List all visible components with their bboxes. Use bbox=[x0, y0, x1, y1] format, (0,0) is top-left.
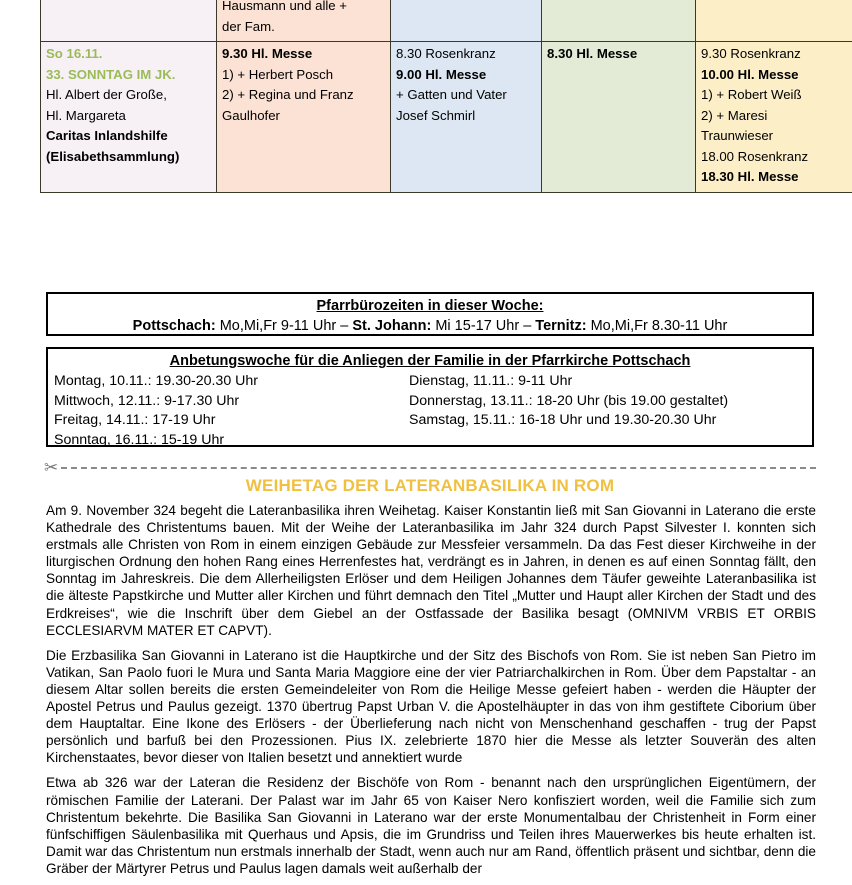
adoration-entry-time: 19.30-20.30 Uhr bbox=[155, 372, 258, 392]
ternitz-sunday-line: 8.30 Hl. Messe bbox=[547, 44, 690, 65]
pottschach-sunday-line: 1) + Herbert Posch bbox=[222, 65, 385, 86]
cell-pottschach-sunday bbox=[217, 42, 391, 193]
article-paragraph: Die Erzbasilika San Giovanni in Laterano ist die Hauptkirche und der Sitz des Bischofs von Rom. Sie ist neben San Pietro im Vatikan, San Paolo fuori le Mura und Santa Maria Maggiore eine der vier Patriarchalkirchen in Rom. Über dem Papstaltar - an diesem Altar sollen bereits die ersten Gemeindeleiter von Rom die Heilige Messe gefeiert haben - werden die Häupter der Apostel Petrus und Paulus gezeigt. 1370 übertrug Papst Urban V. die Apostelhäupter in das von ihm gestiftete Ciborium über dem Hauptaltar. Eine Ikone des Erlösers - der Überlieferung nach nicht von Menschenhand geschaffen - trug der Papst persönlich und barfuß bei den Prozessionen. Pius IX. zelebrierte 1870 hier die Messe als letzter Souverän des alten Kirchenstaates, bevor dieser von Italien besetzt und annektiert wurde bbox=[46, 647, 816, 767]
pottschach-sunday-line: 9.30 Hl. Messe bbox=[222, 44, 385, 65]
office-hours-ternitz-value: Mo,Mi,Fr 8.30-11 Uhr bbox=[587, 318, 728, 334]
adoration-entry-time: 18-20 Uhr (bis 19.00 gestaltet) bbox=[537, 392, 729, 412]
article-body bbox=[46, 502, 816, 885]
cell-ternitz-sunday bbox=[542, 42, 696, 193]
adoration-entry bbox=[54, 431, 409, 451]
pottschach-continued-line: der Fam. bbox=[222, 17, 385, 38]
adoration-schedule-grid bbox=[54, 372, 806, 450]
adoration-entry-time: 16-18 Uhr und 19.30-20.30 Uhr bbox=[519, 411, 716, 431]
pottschach-sunday-line: Gaulhofer bbox=[222, 106, 385, 127]
adoration-entry-time: 15-19 Uhr bbox=[161, 431, 224, 451]
schoenau-sunday-line: 9.30 Rosenkranz bbox=[701, 44, 852, 65]
cell-day-sunday bbox=[41, 42, 217, 193]
cell-ternitz-continued bbox=[542, 0, 696, 42]
st-johann-sunday-line: + Gatten und Vater bbox=[396, 85, 536, 106]
adoration-entry bbox=[409, 431, 806, 451]
schoenau-sunday-line: Traunwieser bbox=[701, 126, 852, 147]
adoration-entry bbox=[54, 372, 409, 392]
adoration-entry-day: Freitag, 14.11.: bbox=[54, 411, 152, 431]
schoenau-sunday-line: 2) + Maresi bbox=[701, 106, 852, 127]
adoration-entry-time: 9-17.30 Uhr bbox=[164, 392, 239, 412]
office-hours-st-johann-label: St. Johann: bbox=[352, 318, 431, 334]
table-row bbox=[41, 0, 852, 42]
adoration-entry-time: 9-11 Uhr bbox=[518, 372, 572, 392]
adoration-entry bbox=[409, 392, 806, 412]
scissors-icon: ✂ bbox=[44, 459, 58, 476]
mass-schedule-table bbox=[40, 0, 852, 193]
day-sunday-line: 33. SONNTAG IM JK. bbox=[46, 65, 211, 86]
cell-day-continued bbox=[41, 0, 217, 42]
office-hours-st-johann-value: Mi 15-17 Uhr – bbox=[431, 318, 535, 334]
cut-here-line bbox=[44, 458, 816, 476]
schoenau-sunday-line: 18.00 Rosenkranz bbox=[701, 147, 852, 168]
office-hours-title-text: Pfarrbürozeiten in dieser Woche: bbox=[317, 298, 544, 314]
article-paragraph: Am 9. November 324 begeht die Lateranbasilika ihren Weihetag. Kaiser Konstantin ließ mit San Giovanni in Laterano die erste Kathedrale des Christentums bauen. Mit der Weihe der Lateranbasilika im Jahr 324 durch Papst Silvester I. konnten sich erstmals alle Christen von Rom in einem einzigen Gebäude zur Messfeier versammeln. Da das Fest dieser Kirchweihe in der liturgischen Ordnung den hohen Rang eines Herrenfestes hat, verdrängt es in Jahren, in denen es auf einen Sonntag fällt, den Sonntag im Jahreskreis. Die dem Allerheiligsten Erlöser und dem Heiligen Johannes dem Täufer geweihte Lateranbasilika ist die älteste Papstkirche und Mutter aller Kirchen und führt demnach den Titel „Mutter und Haupt aller Kirchen der Stadt und des Erdkreises“, wie die Inschrift über dem Giebel an der Ostfassade der Basilika besagt (OMNIVM VRBIS ET ORBIS ECCLESIARVM MATER ET CAPVT). bbox=[46, 502, 816, 639]
adoration-entry-day: Dienstag, 11.11.: bbox=[409, 372, 518, 392]
adoration-entry-day: Donnerstag, 13.11.: bbox=[409, 392, 537, 412]
day-sunday-line: (Elisabethsammlung) bbox=[46, 147, 211, 168]
day-sunday-line: So 16.11. bbox=[46, 44, 211, 65]
schedule-body bbox=[41, 0, 852, 192]
dashed-divider bbox=[61, 467, 816, 469]
st-johann-sunday-line: Josef Schmirl bbox=[396, 106, 536, 127]
adoration-entry-day: Sonntag, 16.11.: bbox=[54, 431, 161, 451]
st-johann-sunday-line: 9.00 Hl. Messe bbox=[396, 65, 536, 86]
schoenau-sunday-line: 1) + Robert Weiß bbox=[701, 85, 852, 106]
cell-schoenau-continued bbox=[696, 0, 852, 42]
cell-schoenau-sunday bbox=[696, 42, 852, 193]
table-row bbox=[41, 42, 852, 193]
adoration-entry-day: Mittwoch, 12.11.: bbox=[54, 392, 164, 412]
parish-office-hours-inner bbox=[47, 293, 813, 335]
pottschach-sunday-line: 2) + Regina und Franz bbox=[222, 85, 385, 106]
office-hours-title bbox=[54, 296, 806, 316]
office-hours-pottschach-label: Pottschach: bbox=[133, 318, 216, 334]
schoenau-sunday-line: 18.30 Hl. Messe bbox=[701, 167, 852, 188]
mass-schedule-table-wrapper bbox=[40, 0, 816, 193]
cell-st-johann-sunday bbox=[391, 42, 542, 193]
st-johann-sunday-line: 8.30 Rosenkranz bbox=[396, 44, 536, 65]
adoration-title bbox=[54, 351, 806, 372]
office-hours-line bbox=[54, 316, 806, 336]
adoration-week-box bbox=[46, 347, 814, 447]
pottschach-continued-line: Hausmann und alle + bbox=[222, 0, 385, 17]
article-paragraph: Etwa ab 326 war der Lateran die Residenz der Bischöfe von Rom - benannt nach den ursprünglichen Eigentümern, der römischen Familie der Laterani. Der Palast war im Jahr 65 von Kaiser Nero konfisziert worden, weil die Familie sich zum Christentum bekehrte. Die Basilika San Giovanni in Laterano war der erste Monumentalbau der Christenheit in Form einer fünfschiffigen Säulenbasilika mit Querhaus und Apsis, die im Grundriss und Teilen ihres Mauerwerkes bis heute erhalten ist. Damit war das Christentum nun erstmals innerhalb der Stadt, wenn auch nur am Rand, öffentlich präsent und sichtbar, denn die Gräber der Märtyrer Petrus und Paulus lagen damals weit außerhalb der bbox=[46, 774, 816, 877]
day-sunday-line: Hl. Albert der Große, bbox=[46, 85, 211, 106]
office-hours-pottschach-value: Mo,Mi,Fr 9-11 Uhr – bbox=[216, 318, 353, 334]
office-hours-ternitz-label: Ternitz: bbox=[535, 318, 586, 334]
adoration-entry-time: 17-19 Uhr bbox=[152, 411, 215, 431]
article-title: WEIHETAG DER LATERANBASILIKA IN ROM bbox=[44, 476, 816, 496]
adoration-week-inner bbox=[47, 348, 813, 446]
day-sunday-line: Caritas Inlandshilfe bbox=[46, 126, 211, 147]
adoration-title-text: Anbetungswoche für die Anliegen der Familie in der Pfarrkirche Pottschach bbox=[170, 353, 691, 369]
adoration-entry bbox=[409, 411, 806, 431]
cell-st-johann-continued bbox=[391, 0, 542, 42]
adoration-entry bbox=[54, 392, 409, 412]
adoration-entry-day: Samstag, 15.11.: bbox=[409, 411, 519, 431]
adoration-entry-day: Montag, 10.11.: bbox=[54, 372, 155, 392]
parish-office-hours-box bbox=[46, 292, 814, 336]
adoration-entry bbox=[54, 411, 409, 431]
day-sunday-line: Hl. Margareta bbox=[46, 106, 211, 127]
schoenau-sunday-line: 10.00 Hl. Messe bbox=[701, 65, 852, 86]
cell-pottschach-continued bbox=[217, 0, 391, 42]
adoration-entry bbox=[409, 372, 806, 392]
